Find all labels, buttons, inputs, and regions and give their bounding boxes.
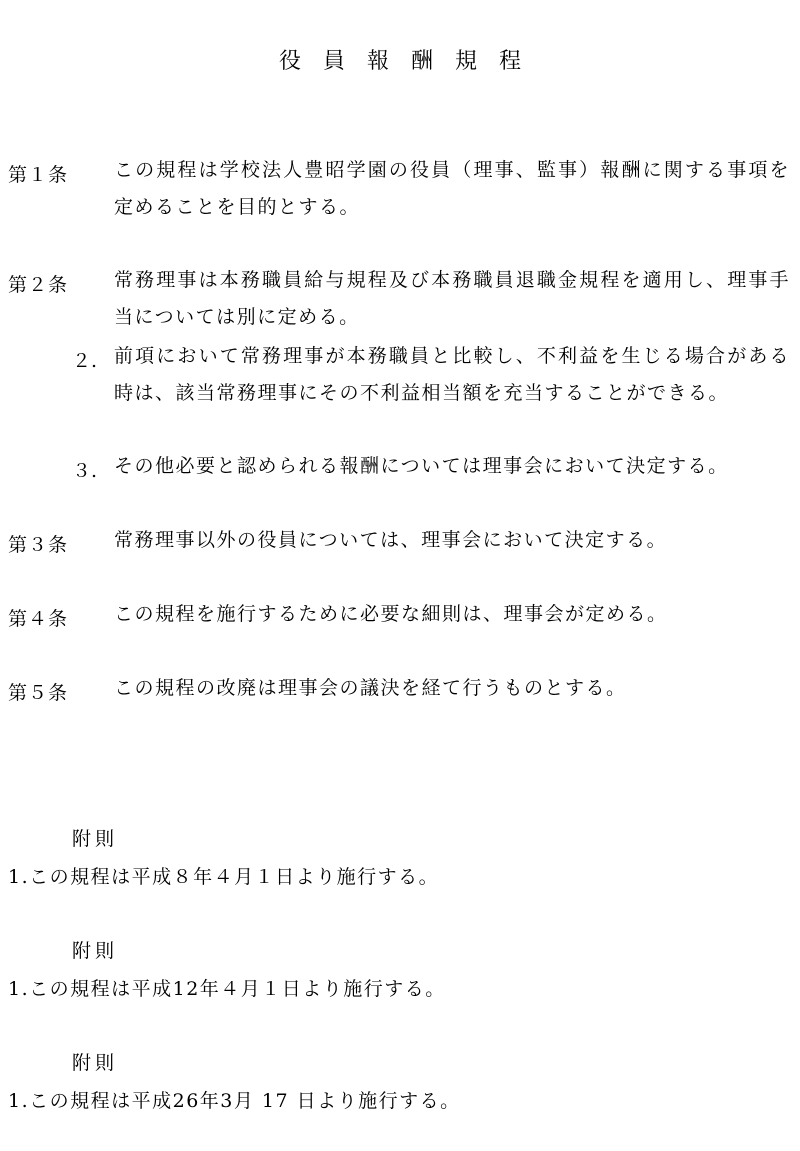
article-4-text: この規程を施行するために必要な細則は、理事会が定める。 — [114, 603, 668, 625]
article-1-label: 第１条 — [8, 164, 69, 186]
article-3-text: 常務理事以外の役員については、理事会において決定する。 — [114, 529, 668, 551]
supplementary-2-title: 附則 — [72, 940, 119, 962]
document-title: 役員報酬規程 — [278, 49, 543, 74]
article-5-label: 第５条 — [8, 682, 69, 704]
article-2-text: 常務理事は本務職員給与規程及び本務職員退職金規程を適用し、理事手当については別に定める。 — [114, 269, 790, 328]
supplementary-2-text: 1.この規程は平成12年４月１日より施行する。 — [8, 978, 446, 1000]
article-2-item-2-number: ２. — [72, 350, 98, 372]
article-3-label: 第３条 — [8, 534, 69, 556]
article-2-label: 第２条 — [8, 274, 69, 296]
article-5-text: この規程の改廃は理事会の議決を経て行うものとする。 — [114, 677, 627, 699]
article-2-item-3-text: その他必要と認められる報酬については理事会において決定する。 — [114, 455, 729, 477]
supplementary-1-title: 附則 — [72, 828, 119, 850]
article-2-item-3-number: ３. — [72, 460, 98, 482]
article-4-label: 第４条 — [8, 608, 69, 630]
supplementary-3-text: 1.この規程は平成26年3月 17 日より施行する。 — [8, 1090, 461, 1112]
article-2-item-2-text: 前項において常務理事が本務職員と比較し、不利益を生じる場合がある時は、該当常務理事にその不利益相当額を充当することができる。 — [114, 345, 790, 404]
supplementary-1-text: 1.この規程は平成８年４月１日より施行する。 — [8, 866, 440, 888]
supplementary-3-title: 附則 — [72, 1052, 119, 1074]
article-1-text: この規程は学校法人豊昭学園の役員（理事、監事）報酬に関する事項を定めることを目的とする。 — [114, 159, 790, 218]
